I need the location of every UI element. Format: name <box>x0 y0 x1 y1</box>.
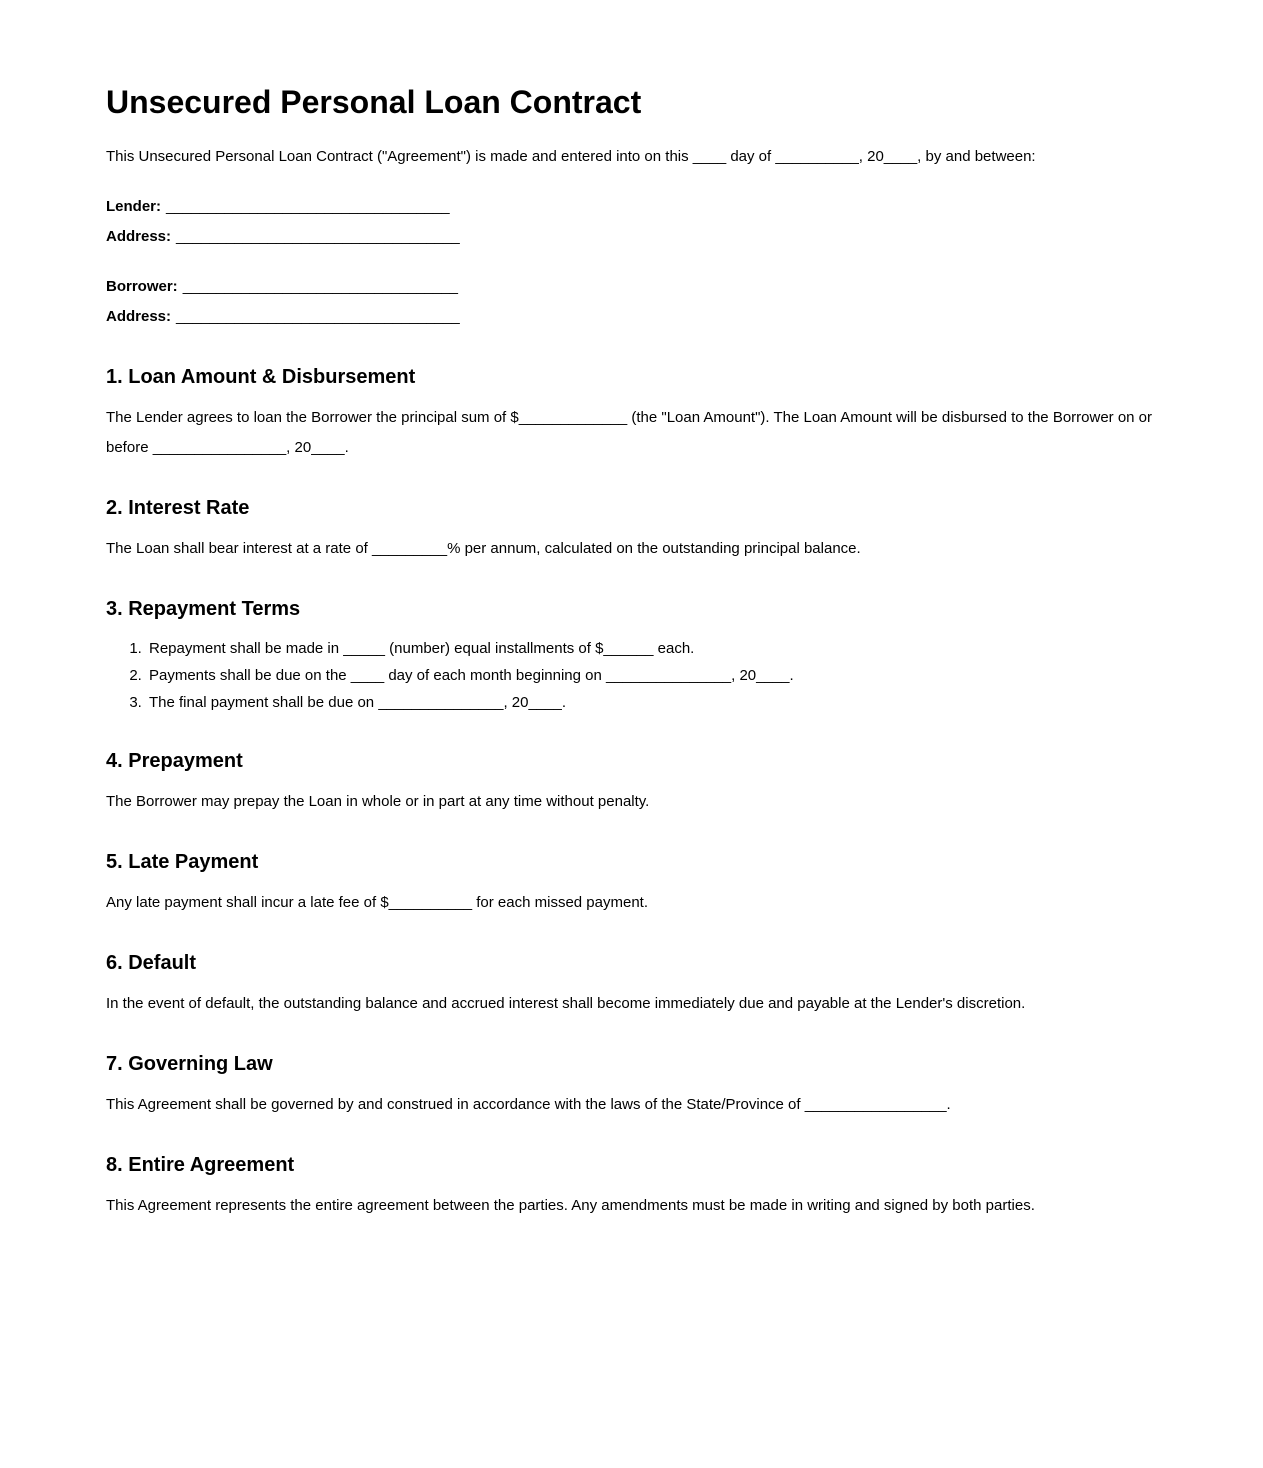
section-2-heading: 2. Interest Rate <box>106 497 250 519</box>
section-2-body: The Loan shall bear interest at a rate of _________% per annum, calculated on the outstanding principal balance. <box>106 540 861 557</box>
section-7-governing-law <box>106 1051 1157 1120</box>
borrower-name-blank: _________________________________ <box>182 278 458 295</box>
section-7-heading: 7. Governing Law <box>106 1053 273 1075</box>
section-7-body: This Agreement shall be governed by and construed in accordance with the laws of the State/Province of _________________. <box>106 1096 951 1113</box>
section-6-heading: 6. Default <box>106 952 197 974</box>
borrower-address-line <box>106 302 1157 332</box>
section-3-heading: 3. Repayment Terms <box>106 598 301 620</box>
lender-address-blank: __________________________________ <box>176 228 460 245</box>
repayment-term-item: 3. The final payment shall be due on _______________, 20____. <box>146 689 1157 716</box>
section-8-heading: 8. Entire Agreement <box>106 1154 295 1176</box>
repayment-term-item: 2. Payments shall be due on the ____ day of each month beginning on _______________, 20____. <box>146 662 1157 689</box>
page-title: Unsecured Personal Loan Contract <box>106 84 642 120</box>
section-3-repayment-terms <box>106 596 1157 716</box>
section-2-interest-rate <box>106 495 1157 564</box>
lender-block <box>106 192 1157 252</box>
section-6-body: In the event of default, the outstanding balance and accrued interest shall become immediately due and payable at the Lender's discretion. <box>106 995 1026 1012</box>
section-4-heading: 4. Prepayment <box>106 750 243 772</box>
section-1-loan-amount <box>106 364 1157 463</box>
section-5-body: Any late payment shall incur a late fee of $__________ for each missed payment. <box>106 894 648 911</box>
section-8-body: This Agreement represents the entire agreement between the parties. Any amendments must be made in writing and signed by both parties. <box>106 1197 1035 1214</box>
section-5-late-payment <box>106 849 1157 918</box>
section-1-body: The Lender agrees to loan the Borrower the principal sum of $_____________ (the "Loan Amount"). The Loan Amount will be disbursed to the Borrower on or before ________________, 20____. <box>106 409 1153 456</box>
repayment-terms-list <box>106 635 1157 716</box>
borrower-name-line <box>106 272 1157 302</box>
lender-name-blank: __________________________________ <box>166 198 450 215</box>
repayment-term-item: 1. Repayment shall be made in _____ (number) equal installments of $______ each. <box>146 635 1157 662</box>
section-8-entire-agreement <box>106 1152 1157 1221</box>
intro-paragraph: This Unsecured Personal Loan Contract ("Agreement") is made and entered into on this ____ day of __________, 20____, by and between: <box>106 148 1036 165</box>
section-1-heading: 1. Loan Amount & Disbursement <box>106 366 416 388</box>
section-5-heading: 5. Late Payment <box>106 851 259 873</box>
lender-address-line <box>106 222 1157 252</box>
section-4-body: The Borrower may prepay the Loan in whole or in part at any time without penalty. <box>106 793 650 810</box>
section-4-prepayment <box>106 748 1157 817</box>
lender-label: Lender: <box>106 198 162 215</box>
lender-name-line <box>106 192 1157 222</box>
section-6-default <box>106 950 1157 1019</box>
borrower-address-blank: __________________________________ <box>176 308 460 325</box>
borrower-address-label: Address: <box>106 308 172 325</box>
borrower-label: Borrower: <box>106 278 178 295</box>
lender-address-label: Address: <box>106 228 172 245</box>
borrower-block <box>106 272 1157 332</box>
